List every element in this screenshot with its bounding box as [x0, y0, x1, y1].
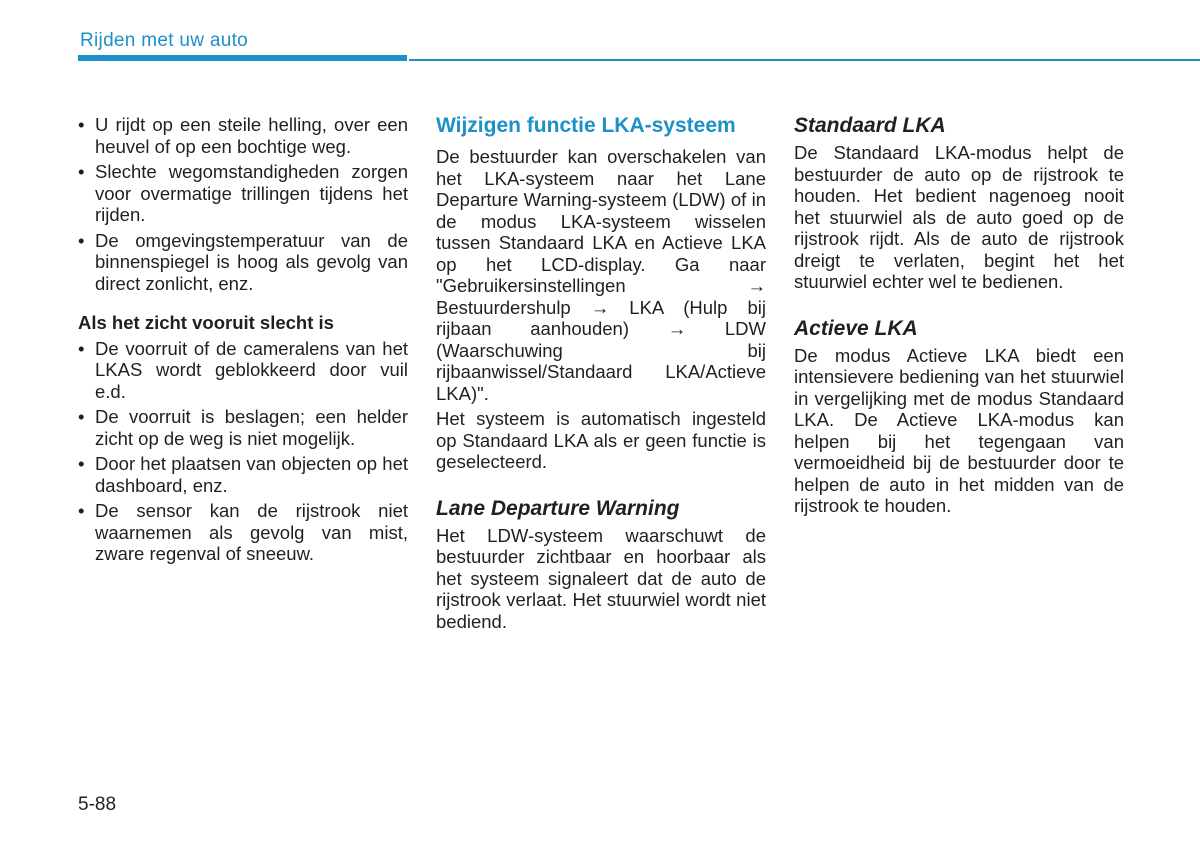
- heading-lane-departure-warning: Lane Departure Warning: [436, 496, 680, 520]
- list-item: • U rijdt op een steile helling, over een heuvel of op een bochtige weg.: [78, 114, 408, 157]
- list-item: • De voorruit is beslagen; een helder zicht op de weg is niet mogelijk.: [78, 406, 408, 449]
- heading-active-lka: Actieve LKA: [794, 316, 918, 340]
- heading-standard-lka: Standaard LKA: [794, 114, 946, 137]
- paragraph-ldw: Het LDW-systeem waarschuwt de bestuurder zichtbaar en hoorbaar als het systeem signaleert dat de auto de rijstrook verlaat. Het stuurwiel wordt niet bediend.: [436, 524, 766, 632]
- section-header-title: Rijden met uw auto: [80, 30, 249, 51]
- column-middle: [436, 114, 766, 632]
- bullet-list-top: [78, 114, 408, 294]
- paragraph-switch-modes: De bestuurder kan overschakelen van het LKA-systeem naar het Lane Departure Warning-systeem (LDW) of in de modus LKA-systeem wisselen tussen Standaard LKA en Actieve LKA op het LCD-display. Ga naar "Gebruikersinstellingen → Bestuurdershulp → LKA (Hulp bij rijbaan aanhouden) → LDW (Waarschuwing bij rijbaanwissel/Standaard LKA/Actieve LKA)".: [436, 146, 766, 404]
- paragraph-active-lka: De modus Actieve LKA biedt een intensievere bediening van het stuurwiel in vergelijking met de modus Standaard LKA. De Actieve LKA-modus kan helpen bij het tegengaan van vermoeidheid bij de bestuurder door te helpen de auto in het midden van de rijstrook te houden.: [794, 344, 1124, 516]
- list-item: • Slechte wegomstandigheden zorgen voor overmatige trillingen tijdens het rijden.: [78, 161, 408, 226]
- header-rule-thin: [409, 59, 1200, 61]
- bullet-list-bottom: [78, 338, 408, 565]
- column-right: [794, 114, 1124, 517]
- paragraph-standard-lka: De Standaard LKA-modus helpt de bestuurder de auto op de rijstrook te houden. Het bedient nagenoeg nooit het stuurwiel als de auto goed op de rijstrook rijdt. Als de auto de rijstrook dreigt te verlaten, begint het het stuurwiel echter wel te bedienen.: [794, 142, 1124, 292]
- column-left: [78, 114, 408, 569]
- page-number: 5-88: [78, 794, 117, 815]
- list-item: • De omgevingstemperatuur van de binnenspiegel is hoog als gevolg van direct zonlicht, enz.: [78, 230, 408, 295]
- paragraph-default-setting: Het systeem is automatisch ingesteld op Standaard LKA als er geen functie is geselecteerd.: [436, 408, 766, 472]
- header-rule-thick: [78, 55, 407, 61]
- subheading-poor-visibility: Als het zicht vooruit slecht is: [78, 312, 334, 333]
- section-title-change-lka: Wijzigen functie LKA-systeem: [436, 114, 736, 137]
- list-item: • De voorruit of de cameralens van het LKAS wordt geblokkeerd door vuil e.d.: [78, 338, 408, 403]
- list-item: • De sensor kan de rijstrook niet waarnemen als gevolg van mist, zware regenval of sneeuw.: [78, 500, 408, 565]
- list-item: • Door het plaatsen van objecten op het dashboard, enz.: [78, 453, 408, 496]
